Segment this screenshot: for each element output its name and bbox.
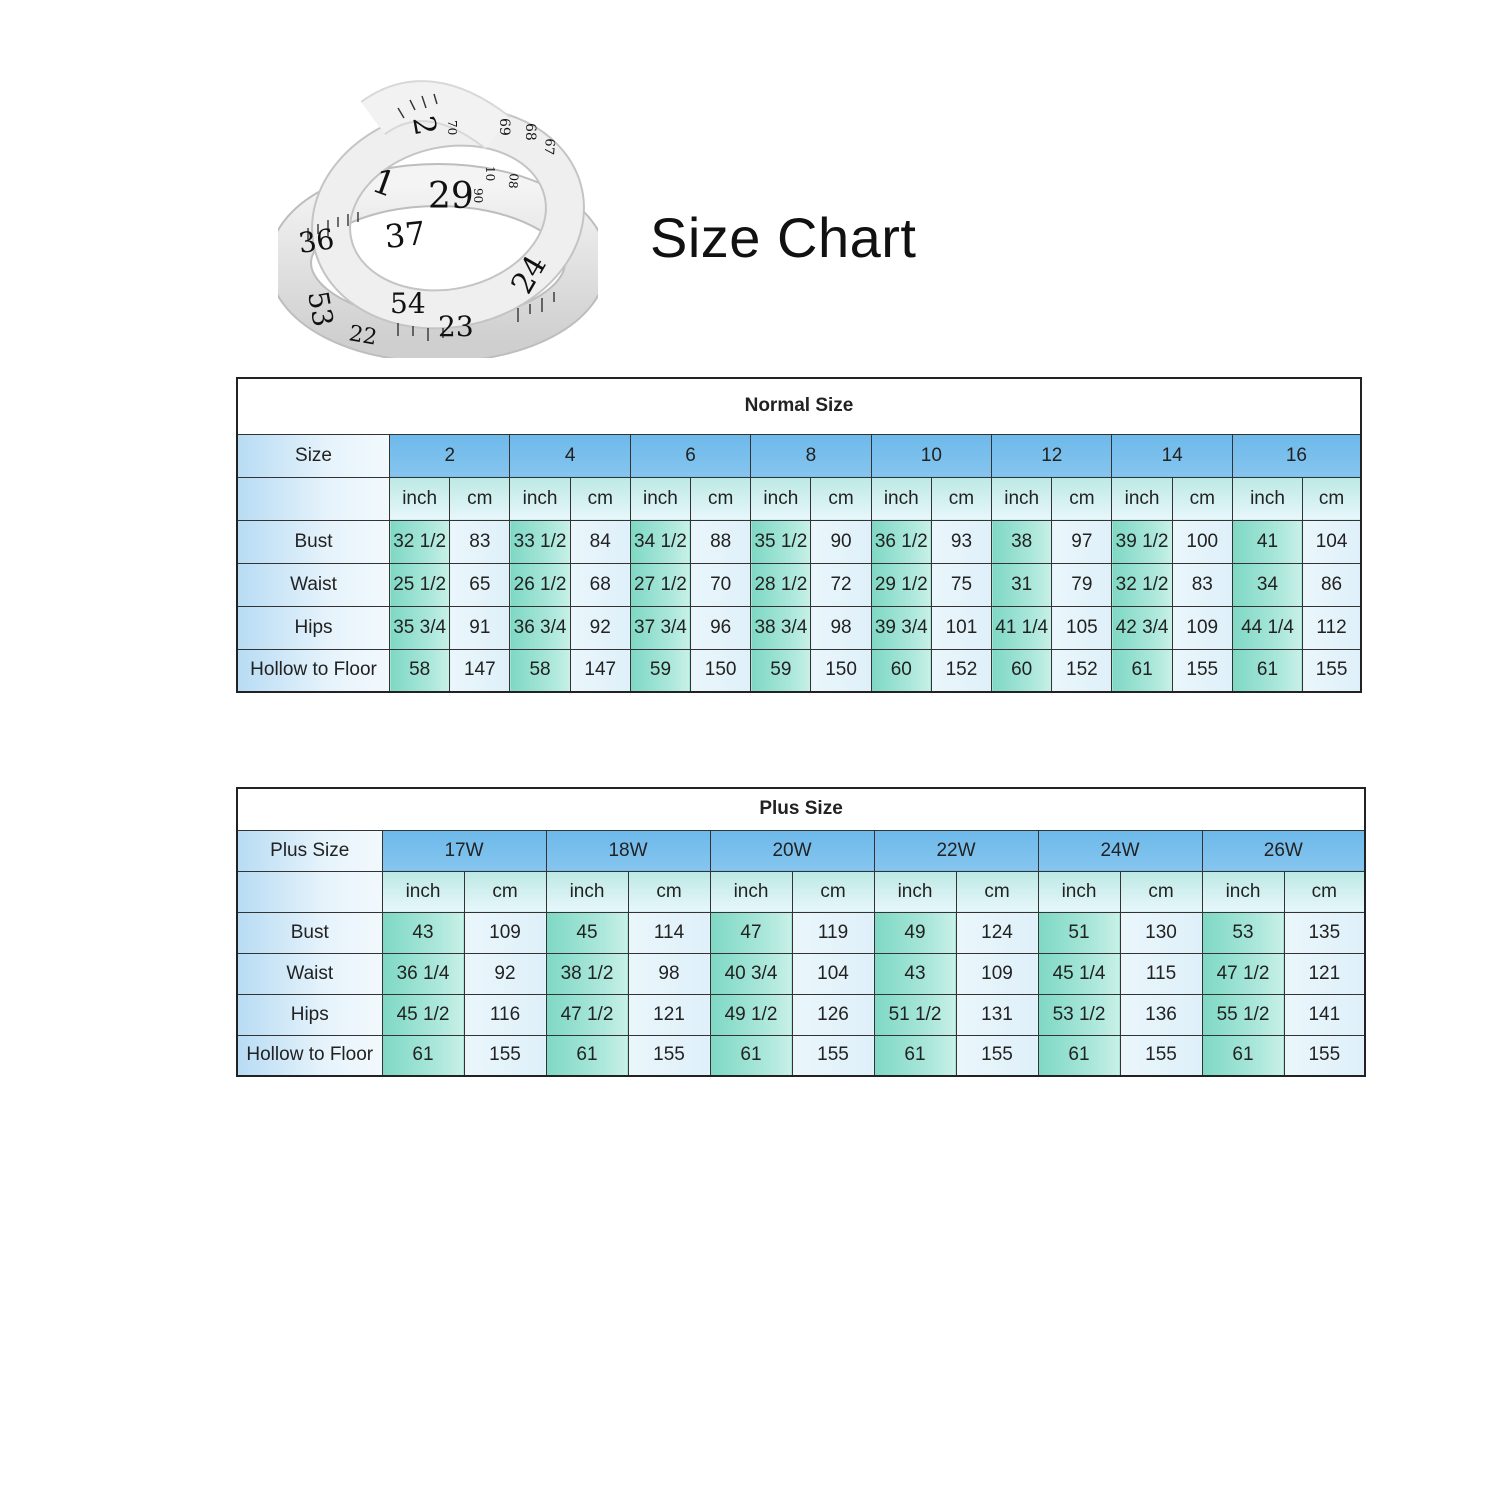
cm-value-cell: 92: [570, 606, 630, 649]
row-label: Hollow to Floor: [237, 649, 390, 692]
inch-value-cell: 51: [1038, 912, 1120, 953]
cm-value-cell: 83: [450, 520, 510, 563]
unit-inch: inch: [874, 871, 956, 912]
row-label: Waist: [237, 563, 390, 606]
inch-value-cell: 61: [382, 1035, 464, 1076]
cm-value-cell: 97: [1052, 520, 1112, 563]
cm-value-cell: 155: [1172, 649, 1232, 692]
unit-inch: inch: [510, 477, 570, 520]
cm-value-cell: 86: [1303, 563, 1361, 606]
unit-inch: inch: [1232, 477, 1302, 520]
cm-value-cell: 115: [1120, 953, 1202, 994]
unit-inch: inch: [992, 477, 1052, 520]
table-row: [237, 994, 1365, 1035]
inch-value-cell: 26 1/2: [510, 563, 570, 606]
cm-value-cell: 152: [1052, 649, 1112, 692]
inch-value-cell: 44 1/4: [1232, 606, 1302, 649]
size-header: 2: [390, 434, 510, 477]
size-header: 14: [1112, 434, 1232, 477]
inch-value-cell: 45: [546, 912, 628, 953]
inch-value-cell: 42 3/4: [1112, 606, 1172, 649]
cm-value-cell: 124: [956, 912, 1038, 953]
row-label: Hips: [237, 606, 390, 649]
unit-label-empty: [237, 871, 382, 912]
inch-value-cell: 32 1/2: [390, 520, 450, 563]
inch-value-cell: 29 1/2: [871, 563, 931, 606]
inch-value-cell: 27 1/2: [630, 563, 690, 606]
unit-cm: cm: [570, 477, 630, 520]
tape-number: 10: [483, 166, 497, 182]
cm-value-cell: 136: [1120, 994, 1202, 1035]
cm-value-cell: 114: [628, 912, 710, 953]
inch-value-cell: 36 3/4: [510, 606, 570, 649]
unit-cm: cm: [1284, 871, 1365, 912]
tape-number: 90: [471, 188, 485, 204]
cm-value-cell: 147: [570, 649, 630, 692]
inch-value-cell: 38 3/4: [751, 606, 811, 649]
unit-cm: cm: [1172, 477, 1232, 520]
cm-value-cell: 84: [570, 520, 630, 563]
cm-value-cell: 104: [1303, 520, 1361, 563]
tape-number: 36: [296, 222, 337, 260]
inch-value-cell: 25 1/2: [390, 563, 450, 606]
cm-value-cell: 104: [792, 953, 874, 994]
inch-value-cell: 60: [871, 649, 931, 692]
tape-number: 53: [301, 288, 340, 330]
unit-cm: cm: [1120, 871, 1202, 912]
inch-value-cell: 60: [992, 649, 1052, 692]
unit-cm: cm: [628, 871, 710, 912]
tape-number: 37: [382, 213, 428, 256]
unit-cm: cm: [450, 477, 510, 520]
unit-label-empty: [237, 477, 390, 520]
table-row: [237, 1035, 1365, 1076]
inch-value-cell: 37 3/4: [630, 606, 690, 649]
inch-value-cell: 36 1/4: [382, 953, 464, 994]
cm-value-cell: 119: [792, 912, 874, 953]
row-label: Bust: [237, 912, 382, 953]
inch-value-cell: 43: [874, 953, 956, 994]
table-row: [237, 953, 1365, 994]
plus-size-caption: Plus Size: [237, 788, 1365, 830]
inch-value-cell: 61: [710, 1035, 792, 1076]
row-label: Hollow to Floor: [237, 1035, 382, 1076]
cm-value-cell: 135: [1284, 912, 1365, 953]
inch-value-cell: 49 1/2: [710, 994, 792, 1035]
unit-inch: inch: [710, 871, 792, 912]
size-header: 17W: [382, 830, 546, 871]
cm-value-cell: 100: [1172, 520, 1232, 563]
tape-number: 67: [540, 137, 557, 156]
table-row: [237, 563, 1361, 606]
inch-value-cell: 31: [992, 563, 1052, 606]
cm-value-cell: 68: [570, 563, 630, 606]
size-header: 18W: [546, 830, 710, 871]
unit-inch: inch: [1038, 871, 1120, 912]
inch-value-cell: 59: [751, 649, 811, 692]
size-label: Size: [237, 434, 390, 477]
tape-number: 2: [405, 113, 443, 139]
inch-value-cell: 36 1/2: [871, 520, 931, 563]
tape-number: 08: [505, 172, 521, 190]
unit-inch: inch: [390, 477, 450, 520]
tape-number: 69: [496, 118, 512, 136]
size-header: 24W: [1038, 830, 1202, 871]
cm-value-cell: 91: [450, 606, 510, 649]
cm-value-cell: 98: [628, 953, 710, 994]
inch-value-cell: 61: [1232, 649, 1302, 692]
unit-cm: cm: [691, 477, 751, 520]
inch-value-cell: 39 3/4: [871, 606, 931, 649]
size-header: 6: [630, 434, 750, 477]
inch-value-cell: 47: [710, 912, 792, 953]
table-row: [237, 520, 1361, 563]
cm-value-cell: 65: [450, 563, 510, 606]
tape-number: 68: [522, 123, 538, 141]
inch-value-cell: 39 1/2: [1112, 520, 1172, 563]
unit-inch: inch: [751, 477, 811, 520]
tape-number: 29: [428, 176, 474, 217]
inch-value-cell: 38: [992, 520, 1052, 563]
cm-value-cell: 88: [691, 520, 751, 563]
cm-value-cell: 83: [1172, 563, 1232, 606]
cm-value-cell: 130: [1120, 912, 1202, 953]
inch-value-cell: 61: [1112, 649, 1172, 692]
cm-value-cell: 116: [464, 994, 546, 1035]
cm-value-cell: 155: [1303, 649, 1361, 692]
inch-value-cell: 35 3/4: [390, 606, 450, 649]
cm-value-cell: 75: [931, 563, 991, 606]
inch-value-cell: 61: [1202, 1035, 1284, 1076]
inch-value-cell: 28 1/2: [751, 563, 811, 606]
cm-value-cell: 109: [1172, 606, 1232, 649]
cm-value-cell: 93: [931, 520, 991, 563]
cm-value-cell: 112: [1303, 606, 1361, 649]
cm-value-cell: 155: [464, 1035, 546, 1076]
cm-value-cell: 155: [956, 1035, 1038, 1076]
unit-cm: cm: [464, 871, 546, 912]
page-title: Size Chart: [650, 206, 917, 269]
cm-value-cell: 105: [1052, 606, 1112, 649]
unit-inch: inch: [630, 477, 690, 520]
size-header: 16: [1232, 434, 1361, 477]
plus-size-table: [236, 787, 1366, 1077]
inch-value-cell: 59: [630, 649, 690, 692]
cm-value-cell: 150: [811, 649, 871, 692]
size-header: 26W: [1202, 830, 1365, 871]
inch-value-cell: 53: [1202, 912, 1284, 953]
normal-size-table: [236, 377, 1362, 693]
inch-value-cell: 47 1/2: [546, 994, 628, 1035]
size-header: 8: [751, 434, 871, 477]
unit-inch: inch: [1202, 871, 1284, 912]
cm-value-cell: 155: [792, 1035, 874, 1076]
unit-cm: cm: [1052, 477, 1112, 520]
unit-cm: cm: [792, 871, 874, 912]
cm-value-cell: 79: [1052, 563, 1112, 606]
size-header: 20W: [710, 830, 874, 871]
cm-value-cell: 155: [628, 1035, 710, 1076]
cm-value-cell: 109: [956, 953, 1038, 994]
table-row: [237, 606, 1361, 649]
cm-value-cell: 126: [792, 994, 874, 1035]
size-header: 10: [871, 434, 991, 477]
cm-value-cell: 96: [691, 606, 751, 649]
inch-value-cell: 33 1/2: [510, 520, 570, 563]
inch-value-cell: 45 1/4: [1038, 953, 1120, 994]
normal-size-caption: Normal Size: [237, 378, 1361, 434]
unit-cm: cm: [956, 871, 1038, 912]
cm-value-cell: 101: [931, 606, 991, 649]
inch-value-cell: 41 1/4: [992, 606, 1052, 649]
tape-number: 23: [438, 310, 474, 343]
inch-value-cell: 55 1/2: [1202, 994, 1284, 1035]
inch-value-cell: 61: [1038, 1035, 1120, 1076]
inch-value-cell: 34: [1232, 563, 1302, 606]
inch-value-cell: 58: [510, 649, 570, 692]
cm-value-cell: 147: [450, 649, 510, 692]
unit-cm: cm: [1303, 477, 1361, 520]
cm-value-cell: 155: [1284, 1035, 1365, 1076]
cm-value-cell: 150: [691, 649, 751, 692]
inch-value-cell: 32 1/2: [1112, 563, 1172, 606]
measuring-tape-icon: [278, 78, 598, 358]
tape-number: 70: [445, 120, 459, 136]
cm-value-cell: 72: [811, 563, 871, 606]
tape-number: 54: [390, 287, 426, 320]
unit-cm: cm: [811, 477, 871, 520]
table-row: [237, 649, 1361, 692]
cm-value-cell: 70: [691, 563, 751, 606]
unit-inch: inch: [382, 871, 464, 912]
inch-value-cell: 61: [546, 1035, 628, 1076]
inch-value-cell: 41: [1232, 520, 1302, 563]
row-label: Waist: [237, 953, 382, 994]
cm-value-cell: 109: [464, 912, 546, 953]
unit-inch: inch: [546, 871, 628, 912]
tape-number: 1: [366, 160, 401, 206]
tape-number: 24: [504, 249, 555, 300]
inch-value-cell: 38 1/2: [546, 953, 628, 994]
cm-value-cell: 121: [1284, 953, 1365, 994]
cm-value-cell: 98: [811, 606, 871, 649]
inch-value-cell: 35 1/2: [751, 520, 811, 563]
inch-value-cell: 40 3/4: [710, 953, 792, 994]
cm-value-cell: 90: [811, 520, 871, 563]
inch-value-cell: 47 1/2: [1202, 953, 1284, 994]
unit-inch: inch: [871, 477, 931, 520]
table-row: [237, 912, 1365, 953]
row-label: Bust: [237, 520, 390, 563]
cm-value-cell: 92: [464, 953, 546, 994]
inch-value-cell: 53 1/2: [1038, 994, 1120, 1035]
size-header: 22W: [874, 830, 1038, 871]
cm-value-cell: 131: [956, 994, 1038, 1035]
size-header: 4: [510, 434, 630, 477]
tape-number: 22: [346, 321, 379, 351]
inch-value-cell: 49: [874, 912, 956, 953]
size-header: 12: [992, 434, 1112, 477]
cm-value-cell: 121: [628, 994, 710, 1035]
inch-value-cell: 61: [874, 1035, 956, 1076]
row-label: Hips: [237, 994, 382, 1035]
unit-inch: inch: [1112, 477, 1172, 520]
inch-value-cell: 34 1/2: [630, 520, 690, 563]
inch-value-cell: 43: [382, 912, 464, 953]
cm-value-cell: 141: [1284, 994, 1365, 1035]
plus-size-label: Plus Size: [237, 830, 382, 871]
inch-value-cell: 45 1/2: [382, 994, 464, 1035]
unit-cm: cm: [931, 477, 991, 520]
inch-value-cell: 51 1/2: [874, 994, 956, 1035]
inch-value-cell: 58: [390, 649, 450, 692]
cm-value-cell: 152: [931, 649, 991, 692]
cm-value-cell: 155: [1120, 1035, 1202, 1076]
